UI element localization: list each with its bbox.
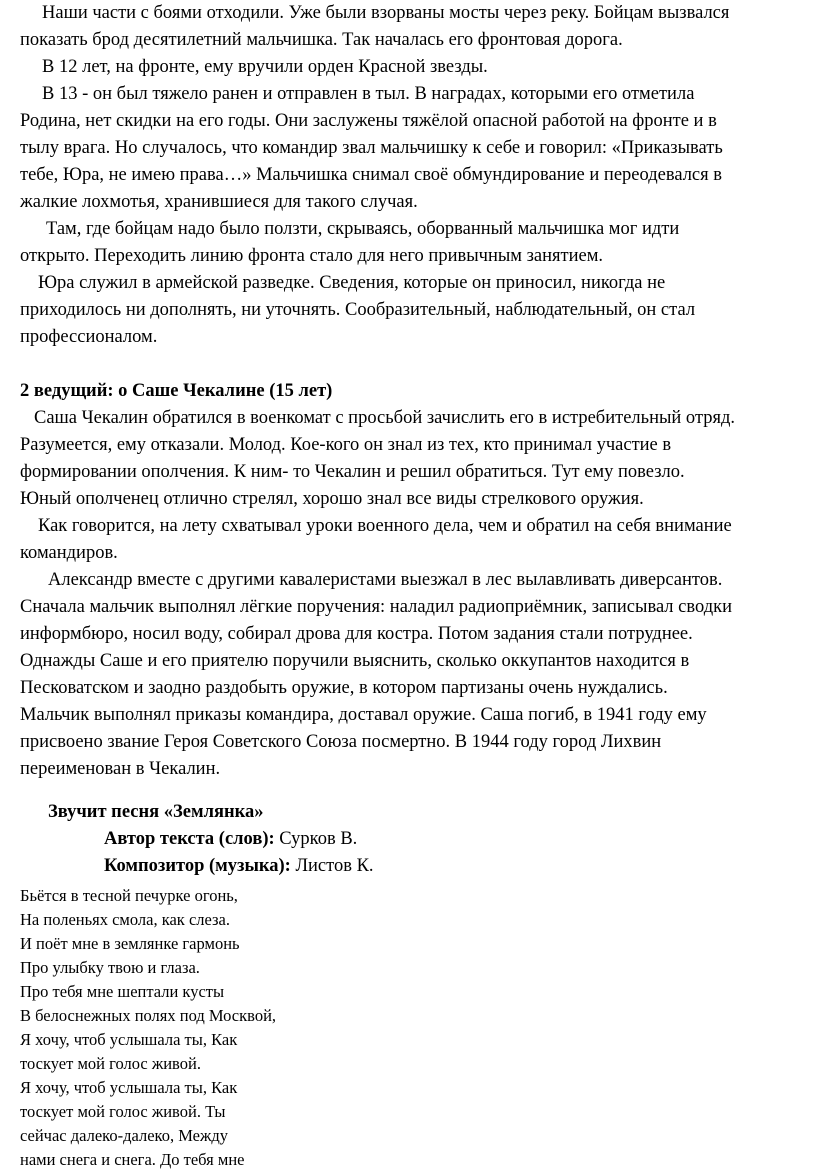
poem-line: И поёт мне в землянке гармонь	[20, 934, 240, 953]
text-line: тебе, Юра, не имею права…» Мальчишка снимал своё обмундирование и переодевался в	[20, 165, 723, 185]
text-line: Юра служил в армейской разведке. Сведения, которые он приносил, никогда не	[38, 273, 666, 293]
song-author	[20, 826, 810, 853]
text-line: формировании ополчения. К ним- то Чекалин и решил обратиться. Тут ему повезло.	[20, 462, 685, 482]
text-line: показать брод десятилетний мальчишка. Так началась его фронтовая дорога.	[20, 30, 623, 50]
text-line: открыто. Переходить линию фронта стало для него привычным занятием.	[20, 246, 604, 266]
text-line: Саша Чекалин обратился в военкомат с просьбой зачислить его в истребительный отряд.	[34, 408, 736, 428]
paragraph-1	[20, 0, 810, 54]
text-line: Однажды Саше и его приятелю поручили выяснить, сколько оккупантов находится в	[20, 651, 690, 671]
song-composer-value: Листов К.	[290, 856, 374, 876]
poem-line: тоскует мой голос живой.	[20, 1054, 201, 1073]
poem-line: Про тебя мне шептали кусты	[20, 982, 225, 1001]
paragraph-8	[20, 567, 810, 783]
poem-line: Бьётся в тесной печурке огонь,	[20, 886, 238, 905]
text-line: Мальчик выполнял приказы командира, доставал оружие. Саша погиб, в 1941 году ему	[20, 705, 707, 725]
section-heading: 2 ведущий: о Саше Чекалине (15 лет)	[20, 381, 333, 401]
text-line: Как говорится, на лету схватывал уроки военного дела, чем и обратил на себя внимание	[38, 516, 732, 536]
poem-line: сейчас далеко-далеко, Между	[20, 1126, 229, 1145]
poem-line: нами снега и снега. До тебя мне	[20, 1150, 245, 1169]
text-line: жалкие лохмотья, хранившиеся для такого случая.	[20, 192, 418, 212]
paragraph-2	[20, 54, 810, 81]
poem-line: Я хочу, чтоб услышала ты, Как	[20, 1030, 238, 1049]
paragraph-5	[20, 270, 810, 351]
text-line: информбюро, носил воду, собирал дрова для костра. Потом задания стали потруднее.	[20, 624, 693, 644]
song-composer	[20, 853, 810, 880]
text-line: присвоено звание Героя Советского Союза посмертно. В 1944 году город Лихвин	[20, 732, 662, 752]
text-line: Сначала мальчик выполнял лёгкие поручения: наладил радиоприёмник, записывал сводки	[20, 597, 733, 617]
paragraph-3	[20, 81, 810, 216]
poem-line: На поленьях смола, как слеза.	[20, 910, 230, 929]
song-author-label: Автор текста (слов):	[104, 829, 275, 849]
text-line: приходилось ни дополнять, ни уточнять. Сообразительный, наблюдательный, он стал	[20, 300, 696, 320]
poem-line: Я хочу, чтоб услышала ты, Как	[20, 1078, 238, 1097]
text-line: Наши части с боями отходили. Уже были взорваны мосты через реку. Бойцам вызвался	[42, 3, 730, 23]
text-line: профессионалом.	[20, 327, 158, 347]
text-line: В 12 лет, на фронте, ему вручили орден Красной звезды.	[42, 57, 488, 77]
text-line: командиров.	[20, 543, 118, 563]
song-title: Звучит песня «Землянка»	[48, 802, 264, 822]
poem-lyrics	[20, 884, 810, 1172]
text-line: Песковатском и заодно раздобыть оружие, в котором партизаны очень нуждались.	[20, 678, 668, 698]
text-line: Разумеется, ему отказали. Молод. Кое-кого он знал из тех, кто принимал участие в	[20, 435, 672, 455]
document-page	[20, 0, 810, 1172]
text-line: В 13 - он был тяжело ранен и отправлен в тыл. В наградах, которыми его отметила	[42, 84, 695, 104]
paragraph-6	[20, 405, 810, 513]
text-line: переименован в Чекалин.	[20, 759, 221, 779]
blank-line	[20, 351, 810, 378]
text-line: Александр вместе с другими кавалеристами выезжал в лес вылавливать диверсантов.	[48, 570, 723, 590]
poem-line: тоскует мой голос живой. Ты	[20, 1102, 226, 1121]
text-line: Родина, нет скидки на его годы. Они заслужены тяжёлой опасной работой на фронте и в	[20, 111, 717, 131]
paragraph-4	[20, 216, 810, 270]
poem-line: В белоснежных полях под Москвой,	[20, 1006, 277, 1025]
poem-line: Про улыбку твою и глаза.	[20, 958, 200, 977]
text-line: тылу врага. Но случалось, что командир звал мальчишку к себе и говорил: «Приказывать	[20, 138, 723, 158]
paragraph-7	[20, 513, 810, 567]
text-line: Там, где бойцам надо было ползти, скрываясь, оборванный мальчишка мог идти	[46, 219, 680, 239]
song-author-value: Сурков В.	[274, 829, 358, 849]
text-line: Юный ополченец отлично стрелял, хорошо знал все виды стрелкового оружия.	[20, 489, 644, 509]
song-composer-label: Композитор (музыка):	[104, 856, 291, 876]
